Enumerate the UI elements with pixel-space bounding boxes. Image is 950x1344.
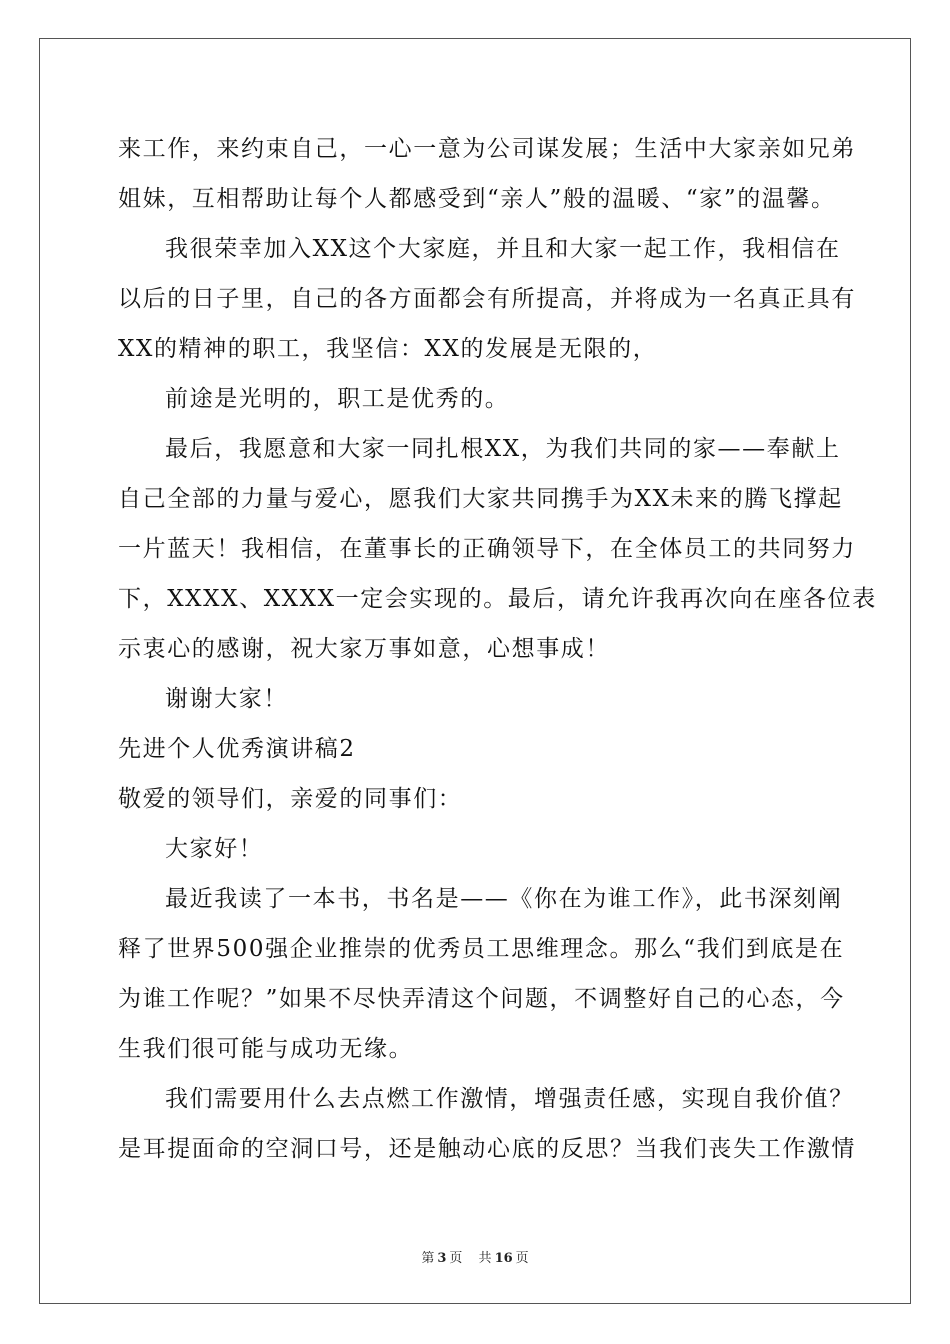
page-num: 3 (437, 1251, 447, 1266)
body-line: 前途是光明的，职工是优秀的。 (165, 386, 510, 412)
body-line: 为谁工作呢？”如果不尽快弄清这个问题，不调整好自己的心态，今 (118, 986, 845, 1012)
page-prefix: 第 (421, 1251, 435, 1266)
body-line: 下，XXXX、XXXX一定会实现的。最后，请允许我再次向在座各位表 (118, 586, 877, 612)
page-number (418, 1251, 465, 1266)
body-line: 最后，我愿意和大家一同扎根XX，为我们共同的家——奉献上 (165, 436, 841, 462)
page-suffix: 页 (449, 1251, 463, 1266)
total-prefix: 共 (478, 1251, 492, 1266)
total-num: 16 (494, 1251, 513, 1266)
body-line: 示衷心的感谢，祝大家万事如意，心想事成！ (118, 636, 610, 662)
section-title: 先进个人优秀演讲稿2 (118, 736, 356, 762)
total-suffix: 页 (515, 1251, 529, 1266)
page-border (39, 38, 911, 1304)
body-line: 最近我读了一本书，书名是——《你在为谁工作》，此书深刻阐 (165, 886, 843, 912)
body-line: 自己全部的力量与爱心，愿我们大家共同携手为XX未来的腾飞撑起 (118, 486, 843, 512)
body-line: 我很荣幸加入XX这个大家庭，并且和大家一起工作，我相信在 (165, 236, 841, 262)
body-line: 以后的日子里，自己的各方面都会有所提高，并将成为一名真正具有 (118, 286, 856, 312)
total-pages (476, 1251, 532, 1266)
body-line: XX的精神的职工，我坚信：XX的发展是无限的， (118, 336, 658, 362)
body-line: 姐妹，互相帮助让每个人都感受到“亲人”般的温暖、“家”的温馨。 (118, 186, 836, 212)
body-line: 释了世界500强企业推崇的优秀员工思维理念。那么“我们到底是在 (118, 936, 845, 962)
body-line: 生我们很可能与成功无缘。 (118, 1036, 414, 1062)
body-line: 是耳提面命的空洞口号，还是触动心底的反思？当我们丧失工作激情 (118, 1136, 856, 1162)
body-line: 谢谢大家！ (165, 686, 288, 712)
body-line: 一片蓝天！我相信，在董事长的正确领导下，在全体员工的共同努力 (118, 536, 856, 562)
salutation: 敬爱的领导们，亲爱的同事们： (118, 786, 463, 812)
page-footer (0, 1247, 950, 1266)
body-line: 我们需要用什么去点燃工作激情，增强责任感，实现自我价值？ (165, 1086, 854, 1112)
body-line: 来工作，来约束自己，一心一意为公司谋发展；生活中大家亲如兄弟 (118, 136, 856, 162)
greeting: 大家好！ (165, 836, 264, 862)
